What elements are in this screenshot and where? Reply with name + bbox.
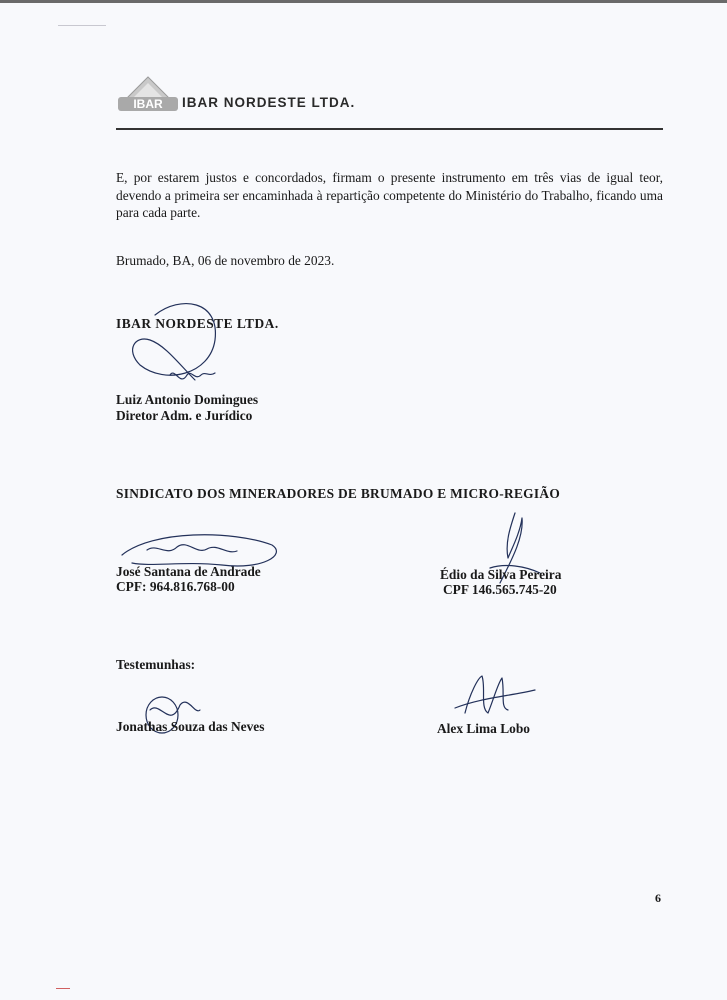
scan-artifact <box>58 25 106 26</box>
company-signer-title: Diretor Adm. e Jurídico <box>116 408 253 423</box>
witness2-name: Alex Lima Lobo <box>437 721 530 736</box>
page-number: 6 <box>655 891 661 905</box>
witnesses-heading: Testemunhas: <box>116 657 196 672</box>
witness2-signature <box>450 668 540 723</box>
company-signer-name: Luiz Antonio Domingues <box>116 392 259 407</box>
agreement-paragraph: E, por estarem justos e concordados, firmam o presente instrumento em três vias de igual teor, devendo a primeira ser encaminhada à repartição competente do Ministério do Trabalho, ficando uma para cada parte. <box>116 170 663 220</box>
union-signer2-cpf: CPF 146.565.745-20 <box>443 582 557 597</box>
witness1-signature <box>140 685 210 745</box>
header-rule <box>116 128 663 130</box>
company-signature-name: IBAR NORDESTE LTDA. <box>116 316 279 331</box>
logo-text: IBAR <box>133 97 163 111</box>
place-date: Brumado, BA, 06 de novembro de 2023. <box>116 253 335 268</box>
union-name: SINDICATO DOS MINERADORES DE BRUMADO E MICRO-REGIÃO <box>116 486 561 501</box>
company-name-header: IBAR NORDESTE LTDA. <box>182 95 356 110</box>
company-signature <box>125 295 235 395</box>
union-signer2-name: Édio da Silva Pereira <box>440 567 562 582</box>
union-signer1-cpf: CPF: 964.816.768-00 <box>116 579 235 594</box>
witness1-name: Jonathas Souza das Neves <box>116 719 265 734</box>
ibar-logo <box>116 75 180 119</box>
union-signer1-name: José Santana de Andrade <box>116 564 261 579</box>
scan-artifact-red <box>56 988 70 989</box>
